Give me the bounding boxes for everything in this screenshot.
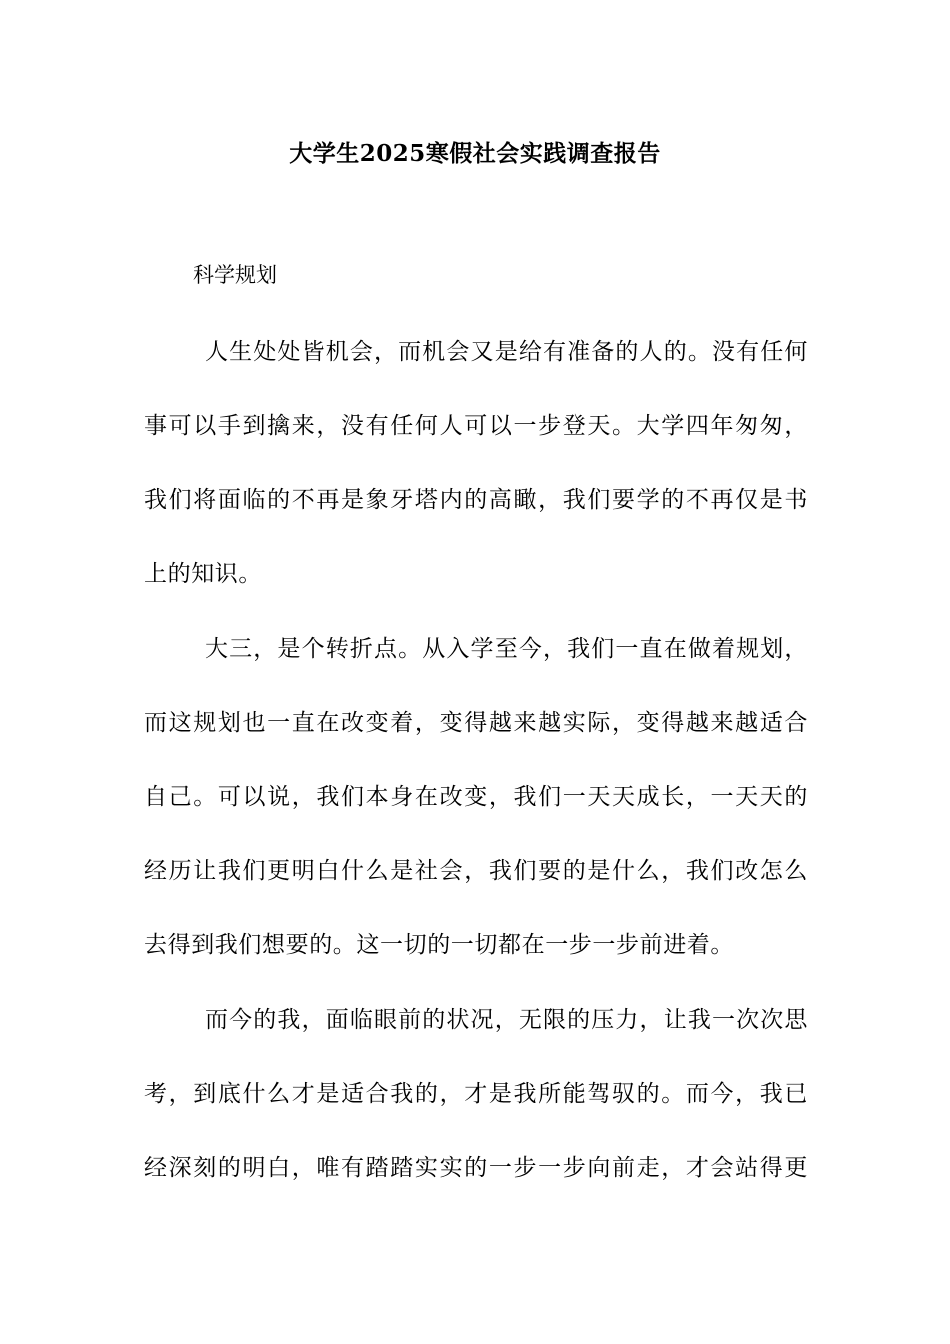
paragraph-line: 自己。可以说，我们本身在改变，我们一天天成长，一天天的 bbox=[144, 784, 808, 810]
paragraph-line: 人生处处皆机会，而机会又是给有准备的人的。没有任何 bbox=[205, 339, 808, 365]
paragraph-line: 去得到我们想要的。这一切的一切都在一步一步前进着。 bbox=[144, 932, 734, 958]
document-title: 大学生2025寒假社会实践调查报告 bbox=[289, 140, 661, 167]
paragraph-line: 上的知识。 bbox=[144, 561, 262, 587]
paragraph-line: 我们将面临的不再是象牙塔内的高瞰，我们要学的不再仅是书 bbox=[144, 487, 808, 513]
paragraph-line: 经历让我们更明白什么是社会，我们要的是什么，我们改怎么 bbox=[144, 858, 808, 884]
paragraph-line: 经深刻的明白，唯有踏踏实实的一步一步向前走，才会站得更 bbox=[144, 1155, 808, 1181]
paragraph-line: 考，到底什么才是适合我的，才是我所能驾驭的。而今，我已 bbox=[144, 1081, 808, 1107]
paragraph-line: 大三，是个转折点。从入学至今，我们一直在做着规划， bbox=[205, 636, 808, 662]
section-heading: 科学规划 bbox=[193, 263, 277, 287]
paragraph-line: 事可以手到擒来，没有任何人可以一步登天。大学四年匆匆， bbox=[144, 413, 808, 439]
paragraph-line: 而今的我，面临眼前的状况，无限的压力，让我一次次思 bbox=[205, 1007, 808, 1033]
paragraph-line: 而这规划也一直在改变着，变得越来越实际，变得越来越适合 bbox=[144, 710, 808, 736]
